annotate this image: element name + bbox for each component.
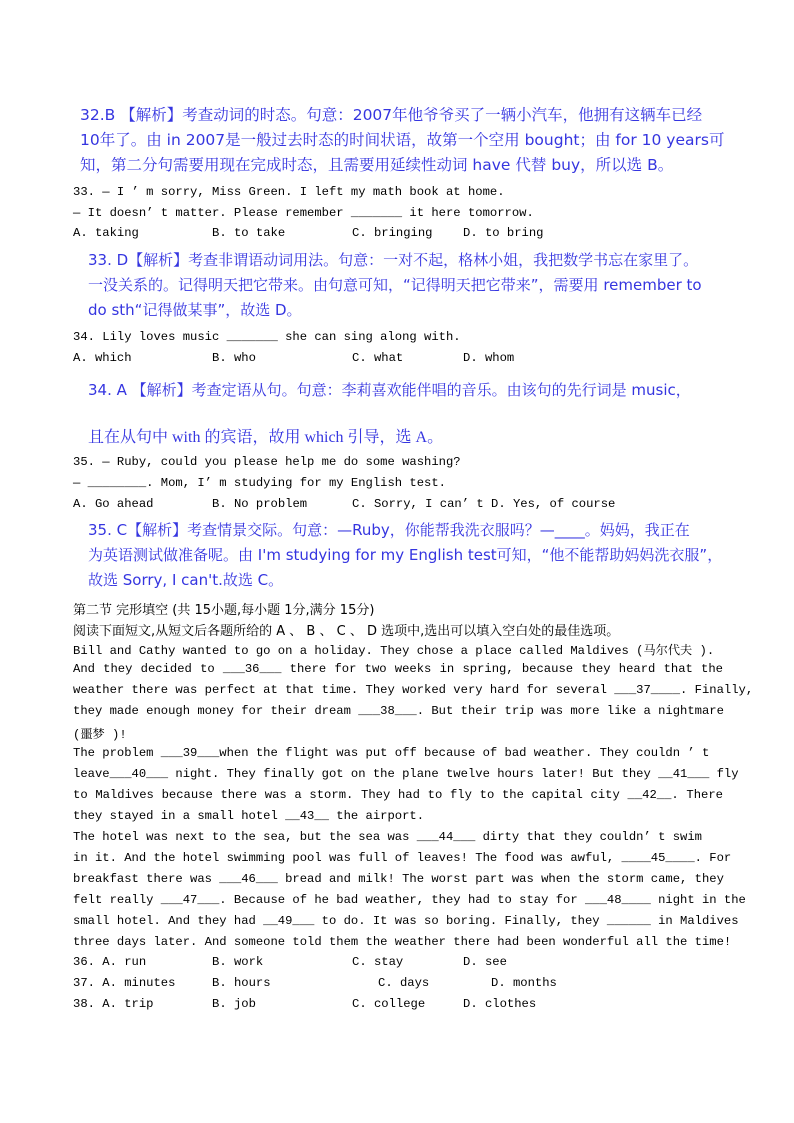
question-36-option-b: B. work	[212, 955, 264, 969]
answer-33-line-1: 33. D【解析】考查非谓语动词用法。句意：一对不起，格林小姐，我把数学书忘在家里了。	[88, 251, 699, 269]
question-36-option-d: D. see	[463, 955, 507, 969]
question-33-option-a: A. taking	[73, 226, 139, 240]
question-38-option-c: C. college	[352, 997, 426, 1011]
question-34-option-a: A. which	[73, 351, 132, 365]
passage-line-5: (噩梦 )!	[73, 728, 127, 742]
passage-line-4: they made enough money for their dream ___38___. But their trip was more like a nightmare	[73, 704, 724, 718]
question-33-option-b: B. to take	[212, 226, 286, 240]
answer-35-line-1: 35. C【解析】考查情景交际。句意：—Ruby，你能帮我洗衣服吗？—____。妈妈，我正在	[88, 521, 690, 539]
passage-line-15: three days later. And someone told them the weather there had been wonderful all the time!	[73, 935, 732, 949]
question-34-option-c: C. what	[352, 351, 404, 365]
passage-line-8: to Maldives because there was a storm. They had to fly to the capital city __42__. There	[73, 788, 723, 802]
question-35-option-a: A. Go ahead	[73, 497, 154, 511]
passage-line-1: Bill and Cathy wanted to go on a holiday. They chose a place called Maldives (马尔代夫 ).	[73, 644, 715, 658]
question-35-option-c: C. Sorry, I can’ t	[352, 497, 484, 511]
answer-32-line-1: 32.B 【解析】考查动词的时态。句意：2007年他爷爷买了一辆小汽车，他拥有这辆车已经	[80, 106, 703, 124]
answer-35-line-2: 为英语测试做准备呢。由 I'm studying for my English test可知，“他不能帮助妈妈洗衣服”，	[88, 546, 723, 564]
question-33-line-2: — It doesn’ t matter. Please remember _______ it here tomorrow.	[73, 206, 534, 220]
question-34-option-d: D. whom	[463, 351, 515, 365]
question-38-option-b: B. job	[212, 997, 256, 1011]
section-title: 第二节 完形填空 (共 15小题,每小题 1分,满分 15分)	[73, 603, 375, 618]
passage-line-13: felt really ___47___. Because of he bad weather, they had to stay for ___48____ night in the	[73, 893, 746, 907]
question-35-line-1: 35. — Ruby, could you please help me do some washing?	[73, 455, 461, 469]
question-35-line-2: — ________. Mom, I’ m studying for my English test.	[73, 476, 446, 490]
question-33-option-c: C. bringing	[352, 226, 433, 240]
passage-line-9: they stayed in a small hotel __43__ the airport.	[73, 809, 425, 823]
question-33-line-1: 33. — I ’ m sorry, Miss Green. I left my math book at home.	[73, 185, 505, 199]
question-35-option-d: D. Yes, of course	[491, 497, 616, 511]
passage-line-14: small hotel. And they had __49___ to do. It was so boring. Finally, they ______ in Maldives	[73, 914, 739, 928]
answer-32-line-2: 10年了。由 in 2007是一般过去时态的时间状语，故第一个空用 bought；由 for 10 years可	[80, 131, 725, 149]
answer-33-line-2: 一没关系的。记得明天把它带来。由句意可知，“记得明天把它带来”，需要用 remember to	[88, 276, 702, 294]
question-37-option-c: C. days	[378, 976, 430, 990]
passage-line-2: And they decided to ___36___ there for two weeks in spring, because they heard that the	[73, 662, 723, 676]
question-36-option-c: C. stay	[352, 955, 404, 969]
question-36-option-a: 36. A. run	[73, 955, 147, 969]
answer-34-line-1: 34. A 【解析】考查定语从句。句意：李莉喜欢能伴唱的音乐。由该句的先行词是 music，	[88, 381, 691, 399]
passage-line-3: weather there was perfect at that time. They worked very hard for several ___37____. Finally,	[73, 683, 754, 697]
question-37-option-d: D. months	[491, 976, 557, 990]
passage-line-12: breakfast there was ___46___ bread and milk! The worst part was when the storm came, they	[73, 872, 724, 886]
answer-34-line-2: 且在从句中 with 的宾语，故用 which 引导，选 A。	[88, 429, 444, 446]
question-38-option-d: D. clothes	[463, 997, 537, 1011]
question-34-line-1: 34. Lily loves music _______ she can sing along with.	[73, 330, 461, 344]
answer-32-line-3: 知，第二分句需要用现在完成时态，且需要用延续性动词 have 代替 buy，所以选 B。	[80, 156, 674, 174]
passage-line-10: The hotel was next to the sea, but the sea was ___44___ dirty that they couldn’ t swim	[73, 830, 702, 844]
passage-line-11: in it. And the hotel swimming pool was full of leaves! The food was awful, ____45____. For	[73, 851, 732, 865]
passage-line-7: leave___40___ night. They finally got on the plane twelve hours later! But they __41___ fly	[73, 767, 739, 781]
question-34-option-b: B. who	[212, 351, 256, 365]
passage-line-6: The problem ___39___when the flight was put off because of bad weather. They couldn ’ t	[73, 746, 710, 760]
question-38-option-a: 38. A. trip	[73, 997, 154, 1011]
question-35-option-b: B. No problem	[212, 497, 308, 511]
question-37-option-a: 37. A. minutes	[73, 976, 176, 990]
answer-35-line-3: 故选 Sorry, I can't.故选 C。	[88, 571, 284, 589]
section-instruction: 阅读下面短文,从短文后各题所给的 A 、 B 、 C 、 D 选项中,选出可以填入空白处的最佳选项。	[73, 624, 620, 639]
question-33-option-d: D. to bring	[463, 226, 544, 240]
question-37-option-b: B. hours	[212, 976, 271, 990]
answer-33-line-3: do sth“记得做某事”，故选 D。	[88, 301, 302, 319]
